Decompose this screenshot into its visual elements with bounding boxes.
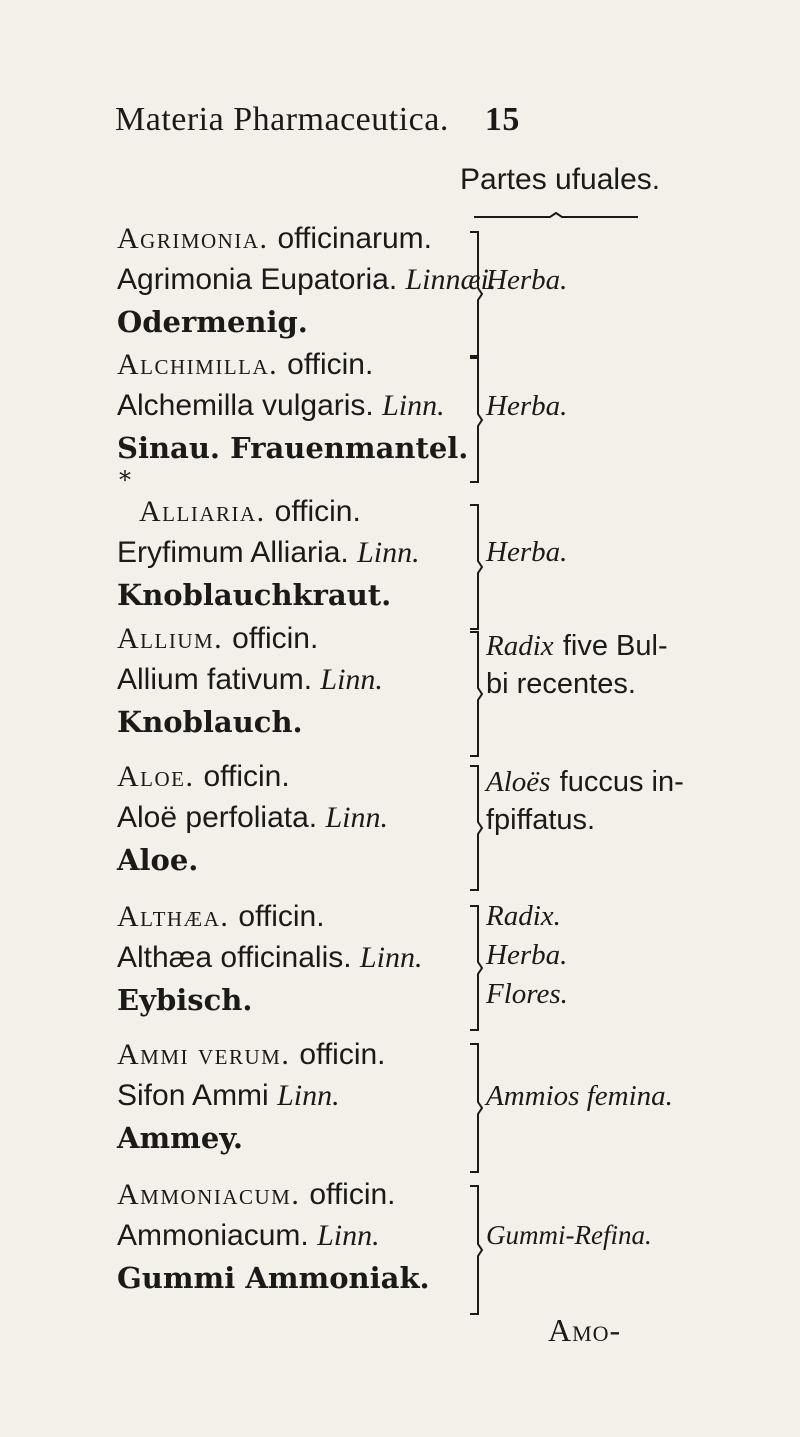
page-number: 15 — [484, 101, 520, 138]
linnaean-name-text: Ammoniacum. — [117, 1219, 309, 1252]
brace — [470, 1042, 484, 1174]
running-head-title: Materia Pharmaceutica. — [115, 101, 449, 138]
officinal-suffix: officin. — [309, 1178, 396, 1211]
officinal-name-text: Aloe. — [117, 760, 195, 793]
column-header: Partes ufuales. — [460, 163, 661, 196]
authority: Linn. — [317, 1219, 380, 1252]
brace — [470, 764, 484, 892]
linnaean-name-text: Aloë perfoliata. — [117, 801, 318, 834]
authority: Linn. — [382, 389, 445, 422]
officinal-suffix: officinarum. — [277, 222, 433, 255]
officinal-name — [117, 760, 290, 794]
german-name: Odermenig. — [117, 305, 308, 339]
brace — [470, 1184, 484, 1316]
usable-part-line1: Aloës fuccus in- — [486, 766, 684, 798]
linnaean-name-text: Alchemilla vulgaris. — [117, 389, 374, 422]
authority: Linn. — [325, 801, 389, 834]
linnaean-name-text: Allium fativum. — [117, 663, 313, 696]
officinal-name-text: Agrimonia. — [117, 222, 269, 255]
officinal-name — [117, 1038, 386, 1072]
officinal-name-text: Alliaria. — [139, 495, 266, 528]
running-head — [115, 101, 520, 139]
brace — [470, 356, 484, 484]
authority: Linn. — [359, 941, 423, 974]
officinal-name — [117, 348, 373, 382]
officinal-name-text: Ammi verum. — [117, 1038, 291, 1071]
officinal-suffix: officin. — [299, 1038, 386, 1071]
german-name: Eybisch. — [117, 983, 253, 1017]
linnaean-name — [117, 941, 422, 975]
officinal-name — [117, 222, 432, 256]
linnaean-name-text: Althæa officinalis. — [117, 941, 352, 974]
officinal-name-text: Alchimilla. — [117, 348, 279, 381]
authority: Linnæi. — [405, 263, 497, 296]
column-header-rule — [472, 210, 640, 224]
officinal-suffix: officin. — [238, 900, 325, 933]
usable-part-line2: bi recentes. — [486, 668, 636, 700]
officinal-name — [117, 900, 325, 934]
linnaean-name — [117, 801, 388, 835]
authority: Linn. — [277, 1079, 340, 1112]
german-name: Sinau. Frauenmantel. — [117, 431, 469, 465]
usable-part: Herba. — [486, 264, 568, 296]
officinal-name-text: Ammoniacum. — [117, 1178, 301, 1211]
authority: Linn. — [320, 663, 383, 696]
officinal-name — [117, 622, 318, 656]
brace — [470, 630, 484, 758]
officinal-suffix: officin. — [203, 760, 290, 793]
german-name: Knoblauchkraut. — [117, 578, 392, 612]
officinal-name — [117, 1178, 396, 1212]
asterisk-marker: * — [119, 466, 131, 494]
linnaean-name-text: Agrimonia Eupatoria. — [117, 263, 398, 296]
usable-part: Ammios femina. — [486, 1080, 673, 1112]
usable-part: Gummi-Refina. — [486, 1220, 652, 1250]
officinal-name — [139, 495, 361, 529]
linnaean-name — [117, 263, 496, 297]
german-name: Aloe. — [117, 843, 199, 877]
usable-part: Flores. — [486, 978, 568, 1010]
linnaean-name — [117, 1079, 340, 1113]
usable-part: Herba. — [486, 536, 568, 568]
officinal-suffix: officin. — [274, 495, 361, 528]
brace — [470, 230, 484, 358]
linnaean-name-text: Eryfimum Alliaria. — [117, 536, 349, 569]
authority: Linn. — [357, 536, 420, 569]
officinal-suffix: officin. — [287, 348, 374, 381]
usable-part: Herba. — [486, 939, 568, 971]
officinal-name-text: Althæa. — [117, 900, 230, 933]
linnaean-name — [117, 389, 445, 423]
usable-part: Herba. — [486, 390, 568, 422]
brace — [470, 503, 484, 631]
catchword: Amo- — [548, 1312, 622, 1348]
usable-part: Radix. — [486, 900, 561, 932]
linnaean-name — [117, 1219, 380, 1253]
officinal-name-text: Allium. — [117, 622, 224, 655]
german-name: Knoblauch. — [117, 705, 303, 739]
brace — [470, 904, 484, 1032]
linnaean-name — [117, 536, 420, 570]
usable-part-line1: Radix five Bul- — [486, 630, 668, 662]
german-name: Gummi Ammoniak. — [117, 1261, 430, 1295]
usable-part-line2: fpiffatus. — [486, 804, 596, 836]
linnaean-name-text: Sifon Ammi — [117, 1079, 269, 1112]
linnaean-name — [117, 663, 383, 697]
officinal-suffix: officin. — [232, 622, 319, 655]
german-name: Ammey. — [117, 1121, 243, 1155]
